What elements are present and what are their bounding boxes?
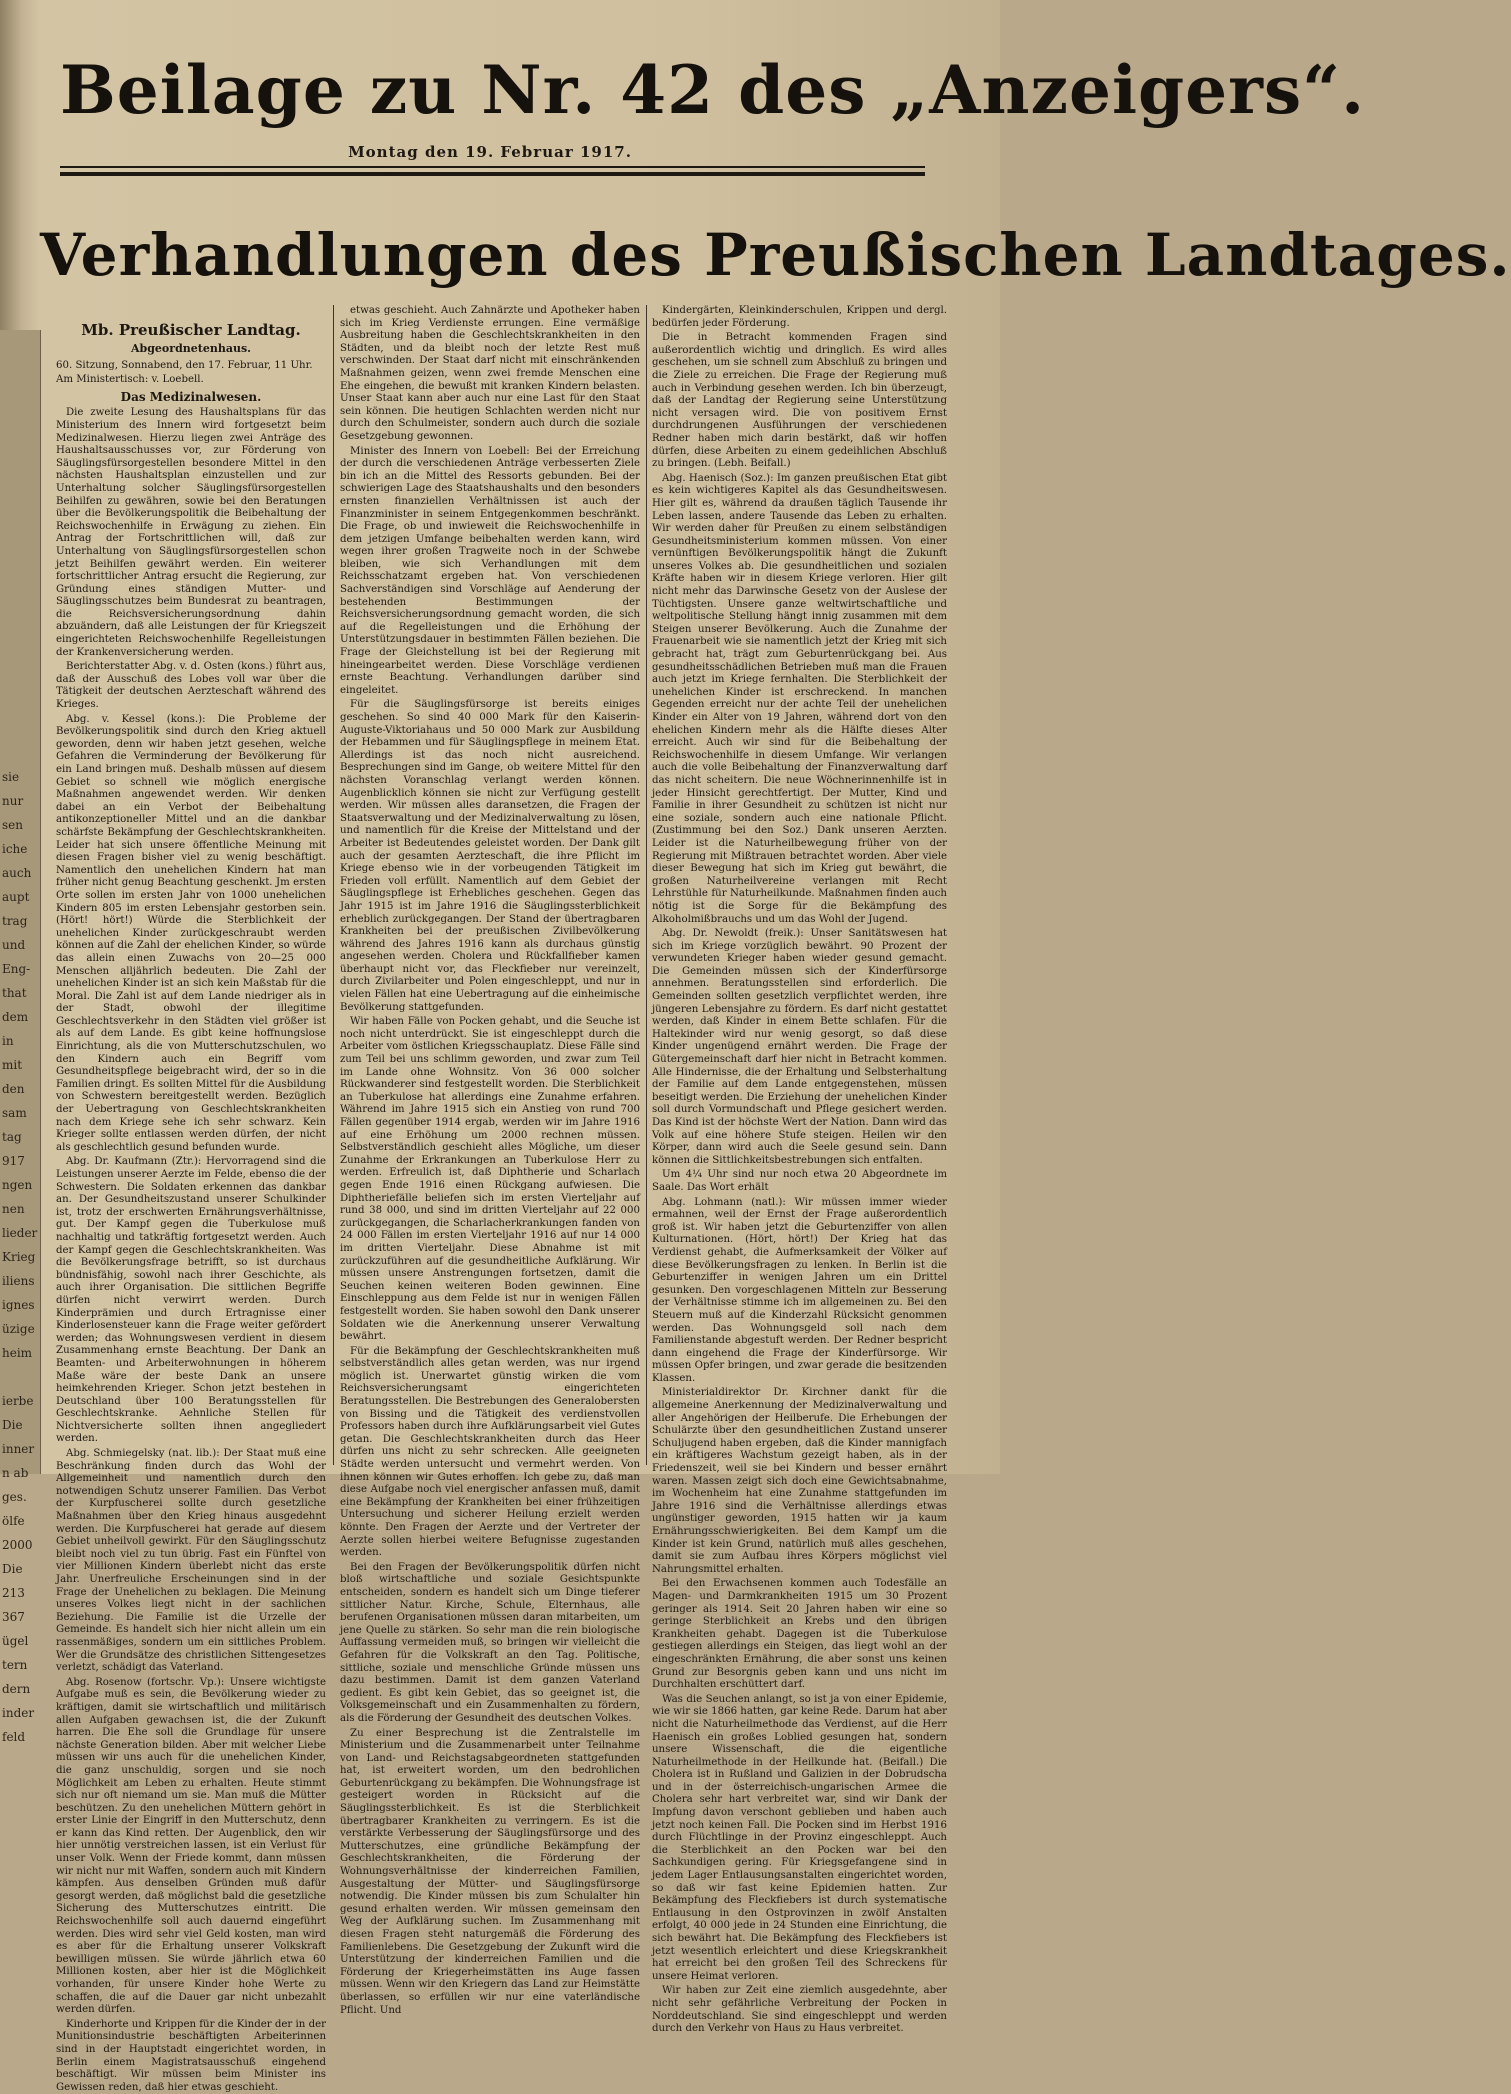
article-paragraph: Wir haben zur Zeit eine ziemlich ausgedehnte, aber nicht sehr gefährliche Verbreitung der Pocken in Norddeutschland. Sie sind eingeschleppt und werden durch den Verkehr von Haus zu Haus verbreitet.: [652, 1985, 947, 2035]
masthead-rule-thin: [60, 166, 925, 168]
edge-fragment: Die: [2, 1562, 23, 1576]
edge-fragment: Die: [2, 1418, 23, 1432]
edge-fragment: Eng-: [2, 962, 31, 976]
article-paragraph: Minister des Innern von Loebell: Bei der Erreichung der durch die verschiedenen Anträge verbesserten Ziele bin ich an die Mittel des Ressorts gebunden. Bei der schwierigen Lage des Staatshaushalts und den besonders ernsten finanziellen Verhältnissen ist auch der Finanzminister in seinem Entgegenkommen beschränkt. Die Frage, ob und inwieweit die Reichswochenhilfe in dem jetzigen Umfange beibehalten werden kann, wird wegen ihrer großen Tragweite noch in der Schwebe bleiben, wie sich Verhandlungen mit dem Reichsschatzamt ergeben hat. Von verschiedenen Sachverständigen sind Vorschläge auf Aenderung der bestehenden Bestimmungen der Reichsversicherungsordnung gemacht worden, die sich auf die Regelleistungen und die Erhöhung der Unterstützungsdauer in bestimmten Fällen beziehen. Die Frage der Gleichstellung ist bei der Regierung mit hineingearbeitet werden. Diese Vorschläge verdienen ernste Beachtung. Verhandlungen darüber sind eingeleitet.: [340, 445, 640, 696]
edge-fragment: iche: [2, 842, 28, 856]
article-paragraph: Abg. Schmiegelsky (nat. lib.): Der Staat muß eine Beschränkung finden durch das Wohl der Allgemeinheit und namentlich durch den notwendigen Schutz unserer Familien. Das Verbot der Kurpfuscherei sollte durch gesetzliche Maßnahmen über den Krieg hinaus ausgedehnt werden. Die Kurpfuscherei hat gerade auf diesem Gebiet unheilvoll gewirkt. Für den Säuglingsschutz bleibt noch viel zu tun übrig. Fast ein Fünftel von vier Millionen Kindern überlebt nicht das erste Jahr. Unerfreuliche Erscheinungen sind in der Frage der Unehelichen zu beklagen. Die Meinung unseres Volkes liegt nicht in der sachlichen Beziehung. Die Familie ist die Urzelle der Gemeinde. Es handelt sich hier nicht allein um ein rassenmäßiges, sondern um ein sittliches Problem. Wer die Grundsätze des christlichen Sittengesetzes verletzt, schädigt das Vaterland.: [56, 1448, 326, 1674]
article-paragraph: Ministerialdirektor Dr. Kirchner dankt für die allgemeine Anerkennung der Medizinalverwaltung und aller Angehörigen der Heilberufe. Die Erhebungen der Schulärzte über den gesundheitlichen Zustand unserer Schuljugend haben ergeben, daß die Kinder mannigfach ein kräftigeres Wachstum gezeigt haben, als in der Friedenszeit, weil sie bei Kindern und besser ernährt waren. Massen zeigt sich doch eine Gewichtsabnahme, im Wochenheim hat eine Zunahme stattgefunden im Jahre 1916 sind die Verhältnisse allerdings etwas ungünstiger geworden, 1915 hatten wir ja kaum Ernährungsschwierigkeiten. Bei dem Kampf um die Kinder ist kein Grund, natürlich muß alles geschehen, damit sie zum Aufbau ihres Körpers möglichst viel Nahrungsmittel erhalten.: [652, 1387, 947, 1575]
article-paragraph: Abg. v. Kessel (kons.): Die Probleme der Bevölkerungspolitik sind durch den Krieg aktuell geworden, denn wir haben jetzt gesehen, welche Gefahren die Verminderung der Bevölkerung für ein Land bringen muß. Deshalb müssen auf diesem Gebiet so schnell wie möglich energische Maßnahmen angewendet werden. Wir denken dabei an ein Verbot der Beibehaltung antikonzeptioneller Mittel und an die dankbar schärfste Bekämpfung der Geschlechtskrankheiten. Leider hat sich unsere öffentliche Meinung mit diesen Fragen bisher viel zu wenig beschäftigt. Namentlich den unehelichen Kindern hat man früher nicht genug Beachtung geschenkt. Jm ersten Orte sollen im ersten Jahr von 1000 unehelichen Kindern 805 im ersten Lebensjahr gestorben sein. (Hört! hört!) Würde die Sterblichkeit der unehelichen Kinder zurückgeschraubt werden können auf die Zahl der ehelichen Kinder, so würde das allein einen Zuwachs von 20—25 000 Menschen alljährlich bedeuten. Die Zahl der unehelichen Kinder ist an sich kein Maßstab für die Moral. Die Zahl ist auf dem Lande niedriger als in der Stadt, obwohl der illegitime Geschlechtsverkehr in den Städten viel größer ist als auf dem Lande. Es gibt keine hoffnungslose Einrichtung, als die von Mutterschutzschulen, wo den Kindern auch ein Begriff vom Gesundheitspflege beigebracht wird, der so in die Familien dringt. Es sollten Mittel für die Ausbildung von Schwestern bereitgestellt werden. Bezüglich der Uebertragung von Geschlechtskrankheiten nach dem Kriege sehe ich sehr schwarz. Kein Krieger sollte entlassen werden dürfen, der nicht als geschlechtlich gesund befunden wurde.: [56, 713, 326, 1153]
article-paragraph: Kinderhorte und Krippen für die Kinder der in der Munitionsindustrie beschäftigten Arbeiterinnen sind in der Hauptstadt eingerichtet worden, in Berlin einem Magistratsausschuß eingehend beschäftigt. Wir müssen beim Minister ins Gewissen reden, daß hier etwas geschieht.: [56, 2018, 326, 2093]
article-paragraph: etwas geschieht. Auch Zahnärzte und Apotheker haben sich im Krieg Verdienste errungen. Eine vermäßige Ausbreitung haben die Geschlechtskrankheiten in den Städten, und da bleibt noch der letzte Rest muß verschwinden. Der Staat darf nicht mit einschränkenden Maßnahmen geizen, wenn zwei fremde Menschen eine Ehe eingehen, die bewußt mit kranken Kindern belasten. Unser Staat kann aber auch nur eine Last für den Staat sein können. Die heutigen Schlachten werden nicht nur durch den Schulmeister, sondern auch durch die soziale Gesetzgebung gewonnen.: [340, 305, 640, 442]
edge-fragment: 367: [2, 1610, 25, 1624]
edge-fragment: inner: [2, 1442, 35, 1456]
article-paragraph: Abg. Lohmann (natl.): Wir müssen immer wieder ermahnen, weil der Ernst der Frage außerordentlich groß ist. Wir haben jetzt die Geburtenziffer von allen Kulturnationen. (Hört, hört!) Der Krieg hat das Verdienst gehabt, die Aufmerksamkeit der Völker auf diese Bevölkerungsfragen zu lenken. In Berlin ist die Geburtenziffer in wenigen Jahren um ein Drittel gesunken. Den vorgeschlagenen Mitteln zur Besserung der Verhältnisse stimme ich im allgemeinen zu. Bei den Steuern muß auf die Kinderzahl Rücksicht genommen werden. Das Wohnungsgeld soll nach dem Familienstande abgestuft werden. Der Redner bespricht dann eingehend die Frage der Kinderfürsorge. Wir müssen Opfer bringen, und zwar gerade die besitzenden Klassen.: [652, 1196, 947, 1384]
article-paragraph: Abg. Haenisch (Soz.): Im ganzen preußischen Etat gibt es kein wichtigeres Kapitel als das Gesundheitswesen. Hier gilt es, während da draußen täglich Tausende ihr Leben lassen, andere Tausende das Leben zu erhalten. Wir werden daher für Preußen zu einem selbständigen Gesundheitsministerium kommen müssen. Von einer vernünftigen Bevölkerungspolitik hängt die Zukunft unseres Volkes ab. Die gesundheitlichen und sozialen Kräfte haben wir in diesem Kriege verloren. Hier gilt nicht mehr das Darwinsche Gesetz von der Auslese der Tüchtigsten. Unsere ganze weltwirtschaftliche und weltpolitische Stellung hängt innig zusammen mit dem Steigen unserer Bevölkerung. Auch die Zunahme der Frauenarbeit wie sie namentlich jetzt der Krieg mit sich gebracht hat, trägt zum Geburtenrückgang bei. Aus gesundheitsschädlichen Betrieben muß man die Frauen auch jetzt im Kriege fernhalten. Die Sterblichkeit der unehelichen Kinder ist erschreckend. In manchen Gegenden erreicht nur der achte Teil der unehelichen Kinder ein Alter von 19 Jahren, während dort von den ehelichen Kindern mehr als die Hälfte dieses Alter erreicht. Auch wir sind für die Beibehaltung der Reichswochenhilfe in diesem Umfange. Wir verlangen auch die volle Beibehaltung der Finanzverwaltung darf das nicht scheitern. Die neue Wöchnerinnenhilfe ist in jeder Hinsicht gerechtfertigt. Der Mutter, Kind und Familie in ihrer Gesundheit zu schützen ist nicht nur eine soziale, sondern auch eine nationale Pflicht. (Zustimmung bei den Soz.) Dank unseren Aerzten. Leider ist die Naturheilbewegung früher von der Regierung mit Mißtrauen betrachtet worden. Aber viele dieser Bewegung hat sich im Krieg gut bewährt, die großen Naturheilvereine verlangen mit Recht Lehrstühle für Naturheilkunde. Maßnahmen finden auch nötig ist die Sorge für die Bekämpfung des Alkoholmißbrauchs und um das Wohl der Jugend.: [652, 472, 947, 925]
article-paragraph: Die zweite Lesung des Haushaltsplans für das Ministerium des Innern wird fortgesetzt beim Medizinalwesen. Hierzu liegen zwei Anträge des Haushaltsausschusses vor, zur Förderung von Säuglingsfürsorgestellen besondere Mittel in den nächsten Haushaltsplan einzustellen und zur Unterhaltung solcher Säuglingsfürsorgestellen Beihilfen zu gewähren, sowie bei den Beratungen über die Bevölkerungspolitik die Beibehaltung der Reichswochenhilfe in Erwägung zu ziehen. Ein Antrag der Fortschrittlichen will, daß zur Unterhaltung von Säuglingsfürsorgestellen schon jetzt Beihilfen gewährt werden. Ein weiterer fortschrittlicher Antrag ersucht die Regierung, zur Gründung eines ständigen Mutter- und Säuglingsschutzes beim Bundesrat zu beantragen, die Reichsversicherungsordnung dahin abzuändern, daß alle Leistungen der für Kriegszeit eingerichteten Reichswochenhilfe Regelleistungen der Krankenversicherung werden.: [56, 407, 326, 658]
column-3-text: [652, 305, 947, 2036]
edge-fragment: trag: [2, 914, 28, 928]
edge-fragment: that: [2, 986, 27, 1000]
edge-fragment: ierbe: [2, 1394, 34, 1408]
edge-fragment: 2000: [2, 1538, 33, 1552]
section-title: Mb. Preußischer Landtag.: [81, 321, 301, 339]
edge-fragment: dem: [2, 1010, 29, 1024]
edge-fragment: n ab: [2, 1466, 29, 1480]
edge-fragment: mit: [2, 1058, 23, 1072]
column-divider: [333, 305, 334, 1465]
column-divider: [646, 305, 647, 1465]
main-headline: Verhandlungen des Preußischen Landtages.: [40, 221, 1511, 289]
article-paragraph: Für die Säuglingsfürsorge ist bereits einiges geschehen. So sind 40 000 Mark für den Kaiserin-Auguste-Viktoriahaus und 50 000 Mark zur Ausbildung der Hebammen und für Säuglingspflege in meinem Etat. Allerdings ist das noch nicht ausreichend. Besprechungen sind im Gange, ob weitere Mittel für den nächsten Voranschlag verlangt werden können. Augenblicklich können sie nicht zur Verfügung gestellt werden. Wir müssen alles daransetzen, die Fragen der Staatsverwaltung und der Medizinalverwaltung zu lösen, und namentlich für die Kreise der Mittelstand und der Arbeiter ist Bedeutendes geleistet worden. Der Dank gilt auch der gesamten Aerzteschaft, die ihre Pflicht im Kriege ebenso wie in der vorbeugenden Tätigkeit im Frieden voll erfüllt. Namentlich auf dem Gebiet der Säuglingspflege ist Erhebliches geschehen. Gegen das Jahr 1915 ist im Jahre 1916 die Säuglingssterblichkeit erheblich zurückgegangen. Der Stand der übertragbaren Krankheiten bei der preußischen Zivilbevölkerung während des Jahres 1916 kann als durchaus günstig angesehen werden. Cholera und Rückfallfieber kamen überhaupt nicht vor, das Fleckfieber nur vereinzelt, durch Zivilarbeiter und Polen eingeschleppt, und nur in vielen Fällen hat eine Uebertragung auf die einheimische Bevölkerung stattgefunden.: [340, 699, 640, 1013]
article-paragraph: Die in Betracht kommenden Fragen sind außerordentlich wichtig und dringlich. Es wird alles geschehen, um sie schnell zum Abschluß zu bringen und die Ziele zu erreichen. Die Frage der Regierung muß auch in Verbindung gesehen werden. Ich bin überzeugt, daß der Landtag der Regierung seine Unterstützung nicht versagen wird. Die von positivem Ernst durchdrungenen Ausführungen der verschiedenen Redner haben mich darin bestärkt, daß wir hoffen dürfen, diese Arbeiten zu einem gedeihlichen Abschluß zu bringen. (Lebh. Beifall.): [652, 332, 947, 470]
edge-fragment: üzige: [2, 1322, 35, 1336]
edge-fragment: ges.: [2, 1490, 27, 1504]
article-paragraph: Bei den Fragen der Bevölkerungspolitik dürfen nicht bloß wirtschaftliche und soziale Gesichtspunkte entscheiden, sondern es handelt sich um Dinge tieferer sittlicher Natur. Kirche, Schule, Elternhaus, alle berufenen Organisationen müssen daran mitarbeiten, um jene Quelle zu stärken. So sehr man die rein biologische Auffassung vermeiden muß, so bringen wir vielleicht die Gefahren für die Volkskraft an den Tag. Politische, sittliche, soziale und menschliche Gründe müssen uns dazu bestimmen. Damit ist dem ganzen Vaterland gedient. Es gibt kein Gebiet, das so geeignet ist, die Volksgemeinschaft und ein Zusammenhalten zu fördern, als die Förderung der Gesundheit des deutschen Volkes.: [340, 1561, 640, 1724]
edge-fragment: auch: [2, 866, 32, 880]
edge-fragment: nur: [2, 794, 24, 808]
edge-fragment: in: [2, 1034, 14, 1048]
edge-fragment: nen: [2, 1202, 25, 1216]
section-subtitle: Abgeordnetenhaus.: [131, 342, 251, 355]
column-2: [340, 305, 640, 2016]
edge-fragment: Krieg: [2, 1250, 36, 1264]
edge-fragment: sie: [2, 770, 20, 784]
article-paragraph: Abg. Rosenow (fortschr. Vp.): Unsere wichtigste Aufgabe muß es sein, die Bevölkerung wieder zu kräftigen, damit sie wirtschaftlich und militärisch allen Aufgaben gewachsen ist, die der Zukunft harren. Die Ehe soll die Grundlage für unsere nächste Generation bilden. Aber mit welcher Liebe müssen wir uns auch für die unehelichen Kinder, die ganz unschuldig, sorgen und sie noch Möglichkeit am Leben zu erhalten. Heute stimmt sich nur oft niemand um sie. Man muß die Mütter beschützen. Zu den unehelichen Müttern gehört in erster Linie der Eingriff in den Mutterschutz, denn er kann das Kind retten. Der Augenblick, den wir hier unnötig verstreichen lassen, ist ein Verlust für unser Volk. Wenn der Friede kommt, dann müssen wir nicht nur mit Waffen, sondern auch mit Kindern kämpfen. Aus denselben Gründen muß dafür gesorgt werden, daß möglichst bald die gesetzliche Sicherung des Mutterschutzes eintritt. Die Reichswochenhilfe soll auch dauernd eingeführt werden. Dies wird sehr viel Geld kosten, man wird es aber für die Erhaltung unserer Volkskraft bewilligen müssen. Sie würde jährlich etwa 60 Millionen kosten, aber hier ist die Möglichkeit vorhanden, für unsere Kinder hohe Werte zu schaffen, die auf die Dauer gar nicht unbezahlt werden dürfen.: [56, 1676, 326, 2016]
edge-fragment: tern: [2, 1658, 28, 1672]
minister-line: Am Ministertisch: v. Loebell.: [56, 374, 204, 386]
edge-fragment: heim: [2, 1346, 33, 1360]
edge-fragment: iliens: [2, 1274, 35, 1288]
edge-fragment: dern: [2, 1682, 31, 1696]
article-paragraph: Für die Bekämpfung der Geschlechtskrankheiten muß selbstverständlich alles getan werden, was nur irgend möglich ist. Unerwartet günstig wirken die vom Reichsversicherungsamt eingerichteten Beratungsstellen. Die Bestrebungen des Generalobersten von Bissing und die Tätigkeit des verdienstvollen Professors haben durch ihre Aufklärungsarbeit viel Gutes getan. Die Geschlechtskrankheiten durch das Heer dürfen uns nicht zu sehr schrecken. Alle geeigneten Städte werden untersucht und vermehrt werden. Von ihnen können wir Gutes erhoffen. Ich gebe zu, daß man diese Aufgabe noch viel energischer anfassen muß, damit eine Bekämpfung der Krankheiten bei einer frühzeitigen Untersuchung und sicherer Heilung erzielt werden könnte. Den Fragen der Aerzte und der Vertreter der Aerzte sollen hierbei weitere Befugnisse zugestanden werden.: [340, 1345, 640, 1559]
masthead-rule-thick: [60, 172, 925, 176]
article-paragraph: Um 4¼ Uhr sind nur noch etwa 20 Abgeordnete im Saale. Das Wort erhält: [652, 1169, 947, 1193]
edge-fragment: den: [2, 1082, 25, 1096]
edge-fragment: 213: [2, 1586, 25, 1600]
column-1-text: [56, 407, 326, 2094]
edge-fragment: lieder: [2, 1226, 38, 1240]
column-1: [56, 305, 326, 2093]
edge-fragment: und: [2, 938, 26, 952]
edge-fragment: ügel: [2, 1634, 29, 1648]
edge-fragment: sen: [2, 818, 23, 832]
edge-fragment: tag: [2, 1130, 22, 1144]
edge-fragment: ölfe: [2, 1514, 25, 1528]
article-paragraph: Wir haben Fälle von Pocken gehabt, und die Seuche ist noch nicht unterdrückt. Sie ist eingeschleppt durch die Arbeiter vom östlichen Kriegsschauplatz. Diese Fälle sind zum Teil bei uns schlimm geworden, und zwar zum Teil im Lande ohne Wohnsitz. Von 36 000 solcher Rückwanderer sind festgestellt worden. Die Sterblichkeit an Tuberkulose hat allerdings eine Zunahme erfahren. Während im Jahre 1915 sich ein Anstieg von rund 700 Fällen gegenüber 1914 ergab, werden wir im Jahre 1916 auf eine Erhöhung um 2000 rechnen müssen. Selbstverständlich geschieht alles Mögliche, um dieser Zunahme der Erkrankungen an Tuberkulose Herr zu werden. Erfreulich ist, daß Diphtherie und Scharlach gegen Ende 1916 einen Rückgang aufwiesen. Die Diphtheriefälle beliefen sich im ersten Vierteljahr auf rund 38 000, und sind im dritten Vierteljahr auf 22 000 zurückgegangen, die Scharlacherkrankungen fanden von 24 000 Fällen im ersten Vierteljahr 1916 auf nur 14 000 im dritten Vierteljahr. Diese Abnahme ist mit zurückzuführen auf die gesundheitliche Aufklärung. Wir müssen unsere Anstrengungen fortsetzen, damit die Seuchen keinen weiteren Boden gewinnen. Eine Einschleppung aus dem Felde ist nur in wenigen Fällen festgestellt worden. Sie haben sowohl den Dank unserer Soldaten wie die Anerkennung unserer Verwaltung bewährt.: [340, 1016, 640, 1343]
article-paragraph: Berichterstatter Abg. v. d. Osten (kons.) führt aus, daß der Ausschuß des Lobes voll war über die Tätigkeit der deutschen Aerzteschaft während des Krieges.: [56, 661, 326, 711]
edge-fragment: aupt: [2, 890, 30, 904]
topic-heading: Das Medizinalwesen.: [120, 389, 262, 404]
column-3: [652, 305, 947, 2035]
issue-date: Montag den 19. Februar 1917.: [348, 143, 632, 161]
article-paragraph: Abg. Dr. Newoldt (freik.): Unser Sanitätswesen hat sich im Kriege vorzüglich bewährt. 90 Prozent der verwundeten Krieger haben wieder gesund gemacht. Die Gemeinden müssen sich der Kinderfürsorge annehmen. Beratungsstellen sind erforderlich. Die Gemeinden sollten gesetzlich verpflichtet werden, ihre jüngeren Lebensjahre zu fördern. Es darf nicht gestattet werden, daß Kinder in einem Bette schlafen. Für die Haltekinder wird nur wenig gesorgt, so daß diese Kinder ungenügend ernährt werden. Die Frage der Gütergemeinschaft darf hier nicht in Betracht kommen. Alle Hindernisse, die der Erhaltung und Selbsterhaltung der Familie auf dem Lande entgegenstehen, müssen beseitigt werden. Die Erziehung der unehelichen Kinder soll durch Vormundschaft und Pflege gesichert werden. Das Kind ist der höchste Wert der Nation. Dann wird das Volk auf eine höhere Stufe steigen. Heilen wir den Körper, dann wird auch die Seele gesund sein. Dann können die Sittlichkeitsbestrebungen sich entfalten.: [652, 928, 947, 1166]
edge-fragment: ngen: [2, 1178, 33, 1192]
edge-fragment: feld: [2, 1730, 26, 1744]
article-paragraph: Kindergärten, Kleinkinderschulen, Krippen und dergl. bedürfen jeder Förderung.: [652, 305, 947, 329]
article-paragraph: Bei den Erwachsenen kommen auch Todesfälle an Magen- und Darmkrankheiten 1915 um 30 Prozent geringer als 1914. Seit 20 Jahren haben wir eine so geringe Sterblichkeit an Krebs und den übrigen Krankheiten gehabt. Dagegen ist die Tuberkulose gestiegen allerdings ein Steigen, das liegt wohl an der eingeschränkten Ernährung, die aber sonst uns keinen Grund zur Besorgnis geben kann und uns nicht im Durchhalten erschüttert darf.: [652, 1578, 947, 1691]
adjacent-page-edge: [0, 330, 41, 1744]
column-2-text: [340, 305, 640, 2017]
edge-fragment: ignes: [2, 1298, 35, 1312]
article-paragraph: Abg. Dr. Kaufmann (Ztr.): Hervorragend sind die Leistungen unserer Aerzte im Felde, ebenso die der Schwestern. Die Soldaten erkennen das dankbar an. Der Gesundheitszustand unserer Schulkinder ist, trotz der erschwerten Ernährungsverhältnisse, gut. Der Kampf gegen die Tuberkulose muß nachhaltig und tatkräftig fortgesetzt werden. Auch der Kampf gegen die Geschlechtskrankheiten. Was die Bevölkerungsfrage betrifft, so ist durchaus bündnisfähig, sowohl nach ihrer Geschichte, als auch ihrer Organisation. Die sittlichen Begriffe dürfen nicht verwirrt werden. Durch Kinderprämien und durch Ertragnisse einer Kinderlosensteuer kann die Frage weiter gefördert werden; das Wohnungswesen verdient in diesem Zusammenhang ernste Beachtung. Der Dank an Beamten- und Arbeiterwohnungen in höherem Maße wäre der beste Dank an unsere heimkehrenden Krieger. Schon jetzt bestehen in Deutschland über 100 Beratungsstellen für Geschlechtskranke. Aehnliche Stellen für Nichtversicherte sollten ihnen angegliedert werden.: [56, 1156, 326, 1445]
edge-fragment: inder: [2, 1706, 35, 1720]
sitting-line: 60. Sitzung, Sonnabend, den 17. Februar, 11 Uhr.: [56, 359, 313, 371]
edge-fragment: sam: [2, 1106, 27, 1120]
article-paragraph: Was die Seuchen anlangt, so ist ja von einer Epidemie, wie wir sie 1866 hatten, gar keine Rede. Darum hat aber nicht die Naturheilmethode das Verdienst, auf die Herr Haenisch ein großes Loblied gesungen hat, sondern unsere Wissenschaft, die die eigentliche Naturheilmethode in der Heilkunde hat. (Beifall.) Die Cholera ist in Rußland und Galizien in der Dobrudscha und in der österreichisch-ungarischen Armee die Cholera sehr hart verbreitet war, sind wir Dank der Impfung davon verschont geblieben und haben auch jetzt noch keinen Fall. Die Pocken sind im Herbst 1916 durch Flüchtlinge in der Provinz eingeschleppt. Auch die Sterblichkeit an den Pocken war bei den Sachkundigen gering. Für Kriegsgefangene sind in jedem Lager Entlausungsanstalten eingerichtet worden, so daß wir fast keine Epidemien hatten. Zur Bekämpfung des Fleckfiebers ist durch systematische Entlausung in den Ostprovinzen in zwölf Anstalten erfolgt, 40 000 jede in 24 Stunden eine Einrichtung, die sich bewährt hat. Die Bekämpfung des Fleckfiebers ist jetzt wesentlich erleichtert und diese Kriegskrankheit hat erreicht bei den großen Teil des Schreckens für unsere Heimat verloren.: [652, 1693, 947, 1982]
edge-fragment: 917: [2, 1154, 25, 1168]
masthead-title: Beilage zu Nr. 42 des „Anzeigers“.: [60, 51, 1366, 129]
article-paragraph: Zu einer Besprechung ist die Zentralstelle im Ministerium und die Zusammenarbeit unter Teilnahme von Land- und Reichstagsabgeordneten stattgefunden hat, ist erweitert worden, um den bedrohlichen Geburtenrückgang zu bekämpfen. Die Wohnungsfrage ist gesteigert worden in Rücksicht auf die Säuglingssterblichkeit. Es ist die Sterblichkeit übertragbarer Krankheiten zu verringern. Es ist die verstärkte Verbesserung der Säuglingsfürsorge und des Mutterschutzes, eine gründliche Bekämpfung der Geschlechtskrankheiten, die Förderung der Wohnungsverhältnisse der kinderreichen Familien, Ausgestaltung der Mütter- und Säuglingsfürsorge notwendig. Die Kinder müssen bis zum Schulalter hin gesund erhalten werden. Wir müssen gemeinsam den Weg der Aufklärung suchen. Im Zusammenhang mit diesen Fragen steht naturgemäß die Förderung des Familienlebens. Die Gesetzgebung der Zukunft wird die Unterstützung der kinderreichen Familien und die Förderung der Kriegerheimstätten ins Auge fassen müssen. Wenn wir den Kriegern das Land zur Heimstätte überlassen, so erfüllen wir nur eine vaterländische Pflicht. Und: [340, 1727, 640, 2016]
